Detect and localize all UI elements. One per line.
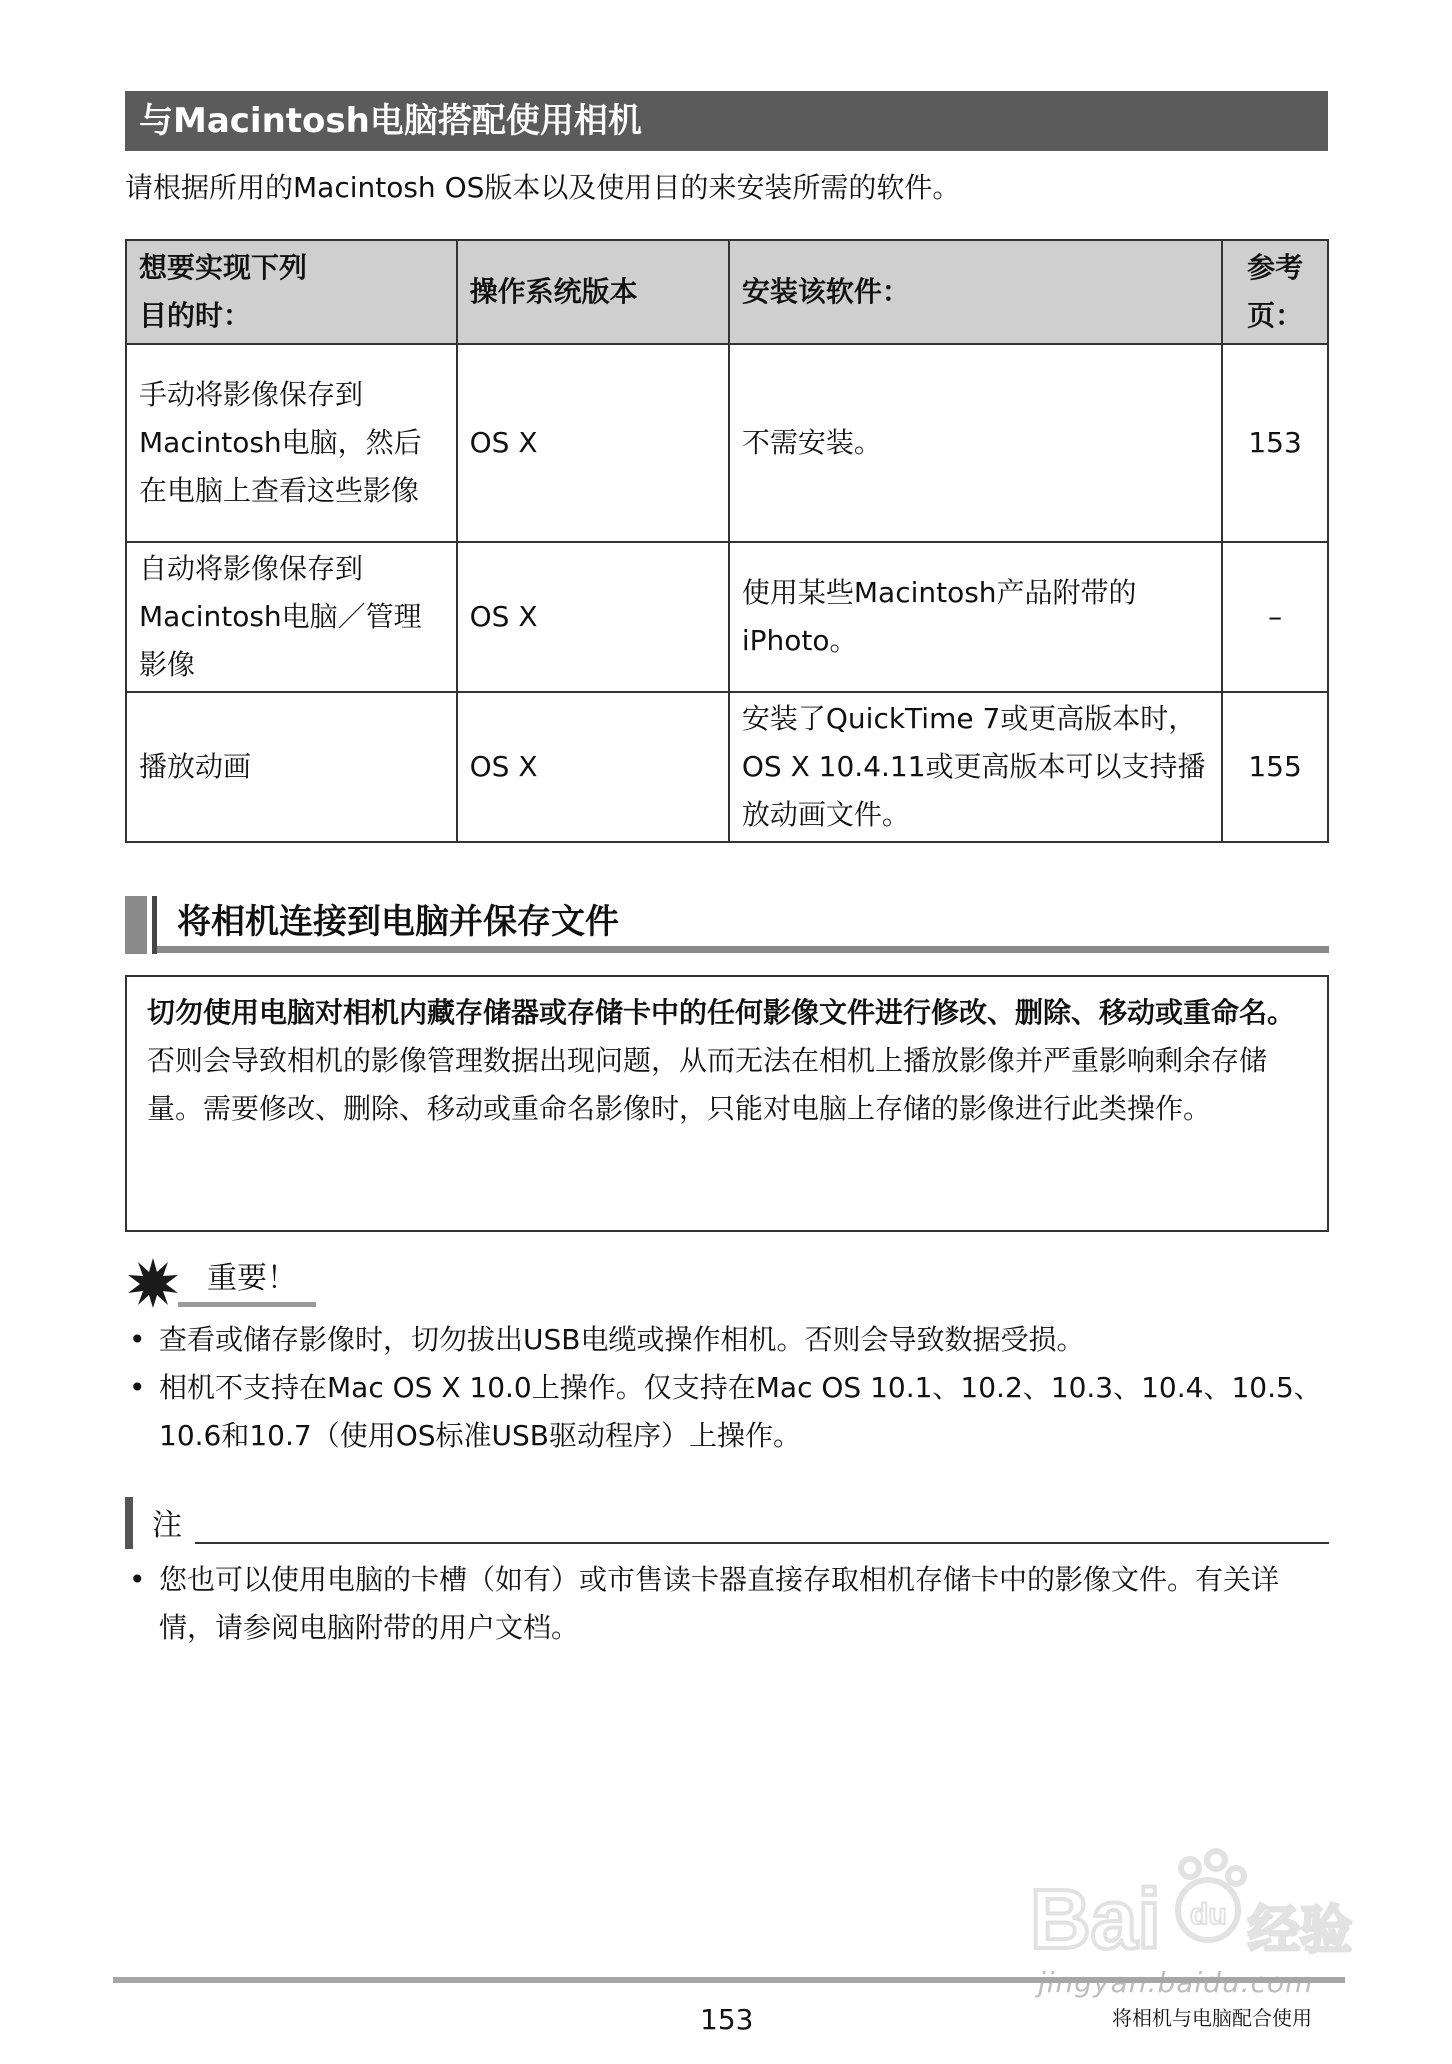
note-label: 注 [152,1508,182,1543]
software-requirements-table [125,239,1329,843]
warning-box [125,975,1329,1232]
section-title-connect: 将相机连接到电脑并保存文件 [177,902,619,942]
heading-underline [157,946,1329,953]
svg-text:Bai: Bai [1030,1872,1161,1966]
list-item-text: 查看或储存影像时，切勿拔出USB电缆或操作相机。否则会导致数据受损。 [159,1323,1085,1356]
header-ref-page [1222,240,1328,344]
starburst-icon [128,1258,178,1308]
table-row [126,542,1328,692]
warning-bold-text: 切勿使用电脑对相机内藏存储器或存储卡中的任何影像文件进行修改、删除、移动或重命名。 [147,996,1296,1029]
cell-page: – [1222,542,1328,692]
header-os-version: 操作系统版本 [457,240,729,344]
section-title-macintosh: 与Macintosh电脑搭配使用相机 [125,91,1328,151]
header-software: 安装该软件： [729,240,1222,344]
intro-text: 请根据所用的Macintosh OS版本以及使用目的来安装所需的软件。 [125,171,961,204]
cell-software: 安装了QuickTime 7或更高版本时，OS X 10.4.11或更高版本可以支持播放动画文件。 [729,692,1222,842]
header-ref-line2: 页： [1247,299,1304,332]
warning-body-text: 否则会导致相机的影像管理数据出现问题，从而无法在相机上播放影像并严重影响剩余存储量。需要修改、删除、移动或重命名影像时，只能对电脑上存储的影像进行此类操作。 [147,1044,1268,1125]
cell-purpose: 播放动画 [126,692,457,842]
bullet: • [129,1563,146,1596]
section-heading-connect [125,896,1329,954]
header-purpose-line1: 想要实现下列 [139,251,308,284]
header-purpose-line2: 目的时： [139,299,252,332]
list-item [125,1556,1329,1652]
footer-rule [113,1977,1345,1983]
page-number: 153 [700,2003,754,2036]
table-header-row [126,240,1328,344]
cell-purpose: 自动将影像保存到Macintosh电脑／管理影像 [126,542,457,692]
header-purpose [126,240,457,344]
cell-purpose: 手动将影像保存到Macintosh电脑，然后在电脑上查看这些影像 [126,344,457,542]
list-item-text: 您也可以使用电脑的卡槽（如有）或市售读卡器直接存取相机存储卡中的影像文件。有关详情，请参阅电脑附带的用户文档。 [159,1563,1280,1644]
important-list [125,1316,1329,1460]
important-label: 重要！ [207,1261,297,1296]
bullet: • [129,1323,146,1356]
note-marker [125,1497,133,1549]
svg-text:du: du [1190,1898,1227,1931]
cell-os: OS X [457,542,729,692]
bullet: • [129,1371,146,1404]
svg-text:经验: 经验 [1248,1901,1353,1961]
cell-os: OS X [457,344,729,542]
cell-software: 不需安装。 [729,344,1222,542]
footer-chapter: 将相机与电脑配合使用 [1112,2006,1312,2030]
list-item-text: 相机不支持在Mac OS X 10.0上操作。仅支持在Mac OS 10.1、10.2、10.3、10.4、10.5、10.6和10.7（使用OS标准USB驱动程序）上操作。 [159,1371,1322,1452]
cell-os: OS X [457,692,729,842]
note-rule [195,1542,1329,1544]
important-underline [178,1302,316,1307]
header-ref-line1: 参考 [1247,251,1304,284]
cell-software: 使用某些Macintosh产品附带的iPhoto。 [729,542,1222,692]
list-item [125,1316,1329,1364]
cell-page: 153 [1222,344,1328,542]
baidu-watermark-logo [1030,1848,1360,1978]
list-item [125,1364,1329,1460]
note-list [125,1556,1329,1652]
cell-page: 155 [1222,692,1328,842]
table-row [126,344,1328,542]
heading-marker [125,896,147,954]
table-row [126,692,1328,842]
